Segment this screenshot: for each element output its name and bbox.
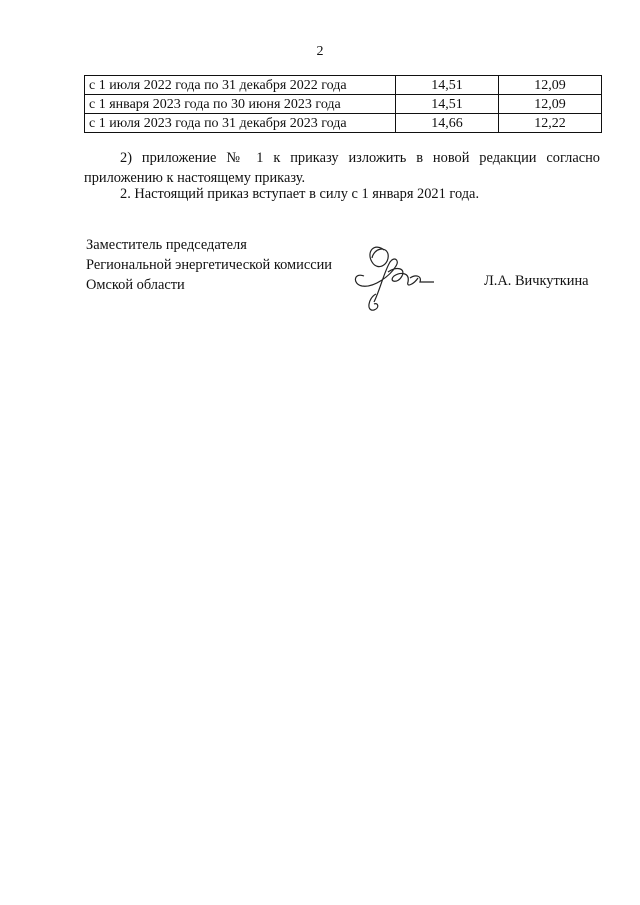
signatory-name: Л.А. Вичкуткина <box>484 273 589 289</box>
signatory-title-line: Региональной энергетической комиссии <box>86 257 332 273</box>
table-row <box>85 76 602 95</box>
value-cell: 14,51 <box>396 95 499 114</box>
paragraph-effective-date: 2. Настоящий приказ вступает в силу с 1 января 2021 года. <box>120 186 480 202</box>
value-cell: 12,09 <box>499 95 602 114</box>
paragraph-item-2: 2) приложение № 1 к приказу изложить в новой редакции согласно приложению к настоящему приказу. <box>84 150 600 186</box>
signatory-title-line: Омской области <box>86 277 185 293</box>
period-cell: с 1 января 2023 года по 30 июня 2023 года <box>85 95 396 114</box>
signatory-title-line: Заместитель председателя <box>86 237 247 253</box>
handwritten-signature <box>344 232 444 322</box>
table-row <box>85 114 602 133</box>
page-number: 2 <box>316 44 324 59</box>
value-cell: 12,09 <box>499 76 602 95</box>
table-row <box>85 95 602 114</box>
signatory-title <box>86 235 332 295</box>
period-cell: с 1 июля 2022 года по 31 декабря 2022 года <box>85 76 396 95</box>
value-cell: 12,22 <box>499 114 602 133</box>
period-cell: с 1 июля 2023 года по 31 декабря 2023 года <box>85 114 396 133</box>
value-cell: 14,66 <box>396 114 499 133</box>
tariff-table <box>84 75 602 133</box>
value-cell: 14,51 <box>396 76 499 95</box>
